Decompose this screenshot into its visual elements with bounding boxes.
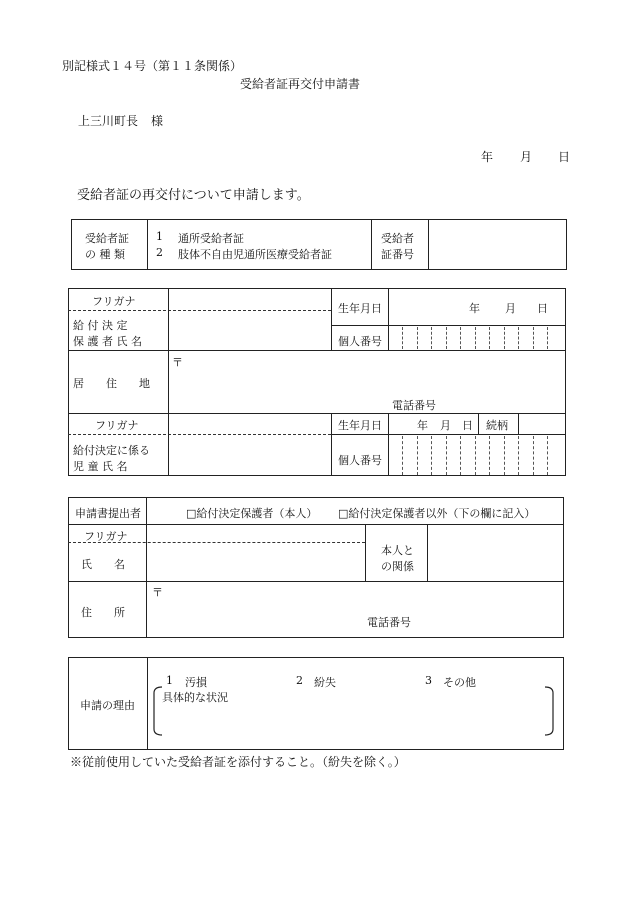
relation-to-self-label-2: の関係 [381, 560, 414, 573]
cert-number-label-2: 証番号 [381, 248, 414, 261]
child-id-label: 個人番号 [338, 454, 382, 467]
child-birth-year: 年 [417, 419, 428, 432]
child-id-field[interactable] [389, 436, 565, 475]
applicant-postal-mark: 〒 [152, 586, 163, 599]
applicant-furigana-label: フリガナ [84, 530, 128, 543]
cert-number-label-1: 受給者 [381, 232, 414, 245]
child-name-label-1: 給付決定に係る [73, 444, 150, 457]
applicant-name-label: 氏 名 [81, 558, 125, 571]
guardian-furigana-label: フリガナ [92, 295, 136, 308]
reason-details-field[interactable] [165, 703, 540, 735]
attachment-note: ※従前使用していた受給者証を添付すること。（紛失を除く。） [70, 755, 406, 769]
guardian-phone-label: 電話番号 [392, 399, 436, 412]
applicant-address-label: 住 所 [81, 606, 125, 619]
submitter-option-other[interactable]: □給付決定保護者以外（下の欄に記入） [338, 507, 536, 520]
cert-option-2: 肢体不自由児通所医療受給者証 [178, 248, 332, 261]
reason-details-label: 具体的な状況 [162, 691, 228, 704]
child-birth-label: 生年月日 [338, 419, 382, 432]
relation-label: 続柄 [486, 419, 508, 432]
child-name-label-2: 児 童 氏 名 [73, 460, 128, 473]
relation-to-self-field[interactable] [429, 526, 563, 580]
reason-option-1-num: 1 [166, 674, 173, 687]
cert-type-label-2: の 種 類 [85, 248, 125, 261]
reason-option-3[interactable]: その他 [443, 676, 476, 689]
date-year-label: 年 [481, 150, 494, 164]
guardian-birth-label: 生年月日 [338, 302, 382, 315]
submitter-label: 申請書提出者 [75, 507, 141, 520]
child-birth-month: 月 [440, 419, 451, 432]
reason-option-1[interactable]: 汚損 [185, 676, 207, 689]
guardian-name-label-1: 給 付 決 定 [73, 319, 128, 332]
reason-option-3-num: 3 [425, 674, 432, 687]
cert-type-label-1: 受給者証 [85, 232, 129, 245]
applicant-address-field[interactable] [162, 583, 560, 613]
application-statement: 受給者証の再交付について申請します。 [77, 188, 310, 203]
guardian-id-label: 個人番号 [338, 335, 382, 348]
date-day-label: 日 [558, 150, 571, 164]
submitter-option-self[interactable]: □給付決定保護者（本人） [186, 507, 318, 520]
child-birth-day: 日 [462, 419, 473, 432]
guardian-birth-day: 日 [537, 302, 548, 315]
guardian-name-label-2: 保 護 者 氏 名 [73, 335, 142, 348]
residence-field[interactable] [182, 352, 562, 392]
guardian-furigana-field[interactable] [170, 290, 330, 309]
guardian-birth-month: 月 [505, 302, 516, 315]
right-bracket-icon [543, 686, 557, 736]
residence-label: 居 住 地 [73, 377, 150, 390]
date-month-label: 月 [520, 150, 533, 164]
cert-option-2-num: 2 [156, 246, 163, 259]
reason-label: 申請の理由 [80, 699, 135, 712]
applicant-furigana-field[interactable] [148, 526, 364, 541]
addressee: 上三川町長 [78, 114, 139, 128]
form-title: 受給者証再交付申請書 [240, 77, 361, 91]
cert-option-1-num: 1 [156, 230, 163, 243]
cert-number-field[interactable] [430, 221, 565, 268]
guardian-name-field[interactable] [170, 312, 330, 349]
reason-option-2[interactable]: 紛失 [314, 676, 336, 689]
guardian-birth-year: 年 [469, 302, 480, 315]
honorific: 様 [151, 114, 164, 128]
child-furigana-label: フリガナ [95, 419, 139, 432]
child-furigana-field[interactable] [170, 415, 330, 433]
relation-to-self-label-1: 本人と [381, 544, 414, 557]
cert-option-1: 通所受給者証 [178, 232, 244, 245]
applicant-phone-label: 電話番号 [367, 616, 411, 629]
guardian-id-field[interactable] [389, 327, 565, 349]
applicant-name-field[interactable] [148, 544, 364, 580]
postal-mark: 〒 [172, 356, 183, 369]
reason-option-2-num: 2 [296, 674, 303, 687]
relation-field[interactable] [520, 415, 565, 433]
form-number: 別記様式１４号（第１１条関係） [62, 59, 243, 73]
child-name-field[interactable] [170, 436, 330, 475]
